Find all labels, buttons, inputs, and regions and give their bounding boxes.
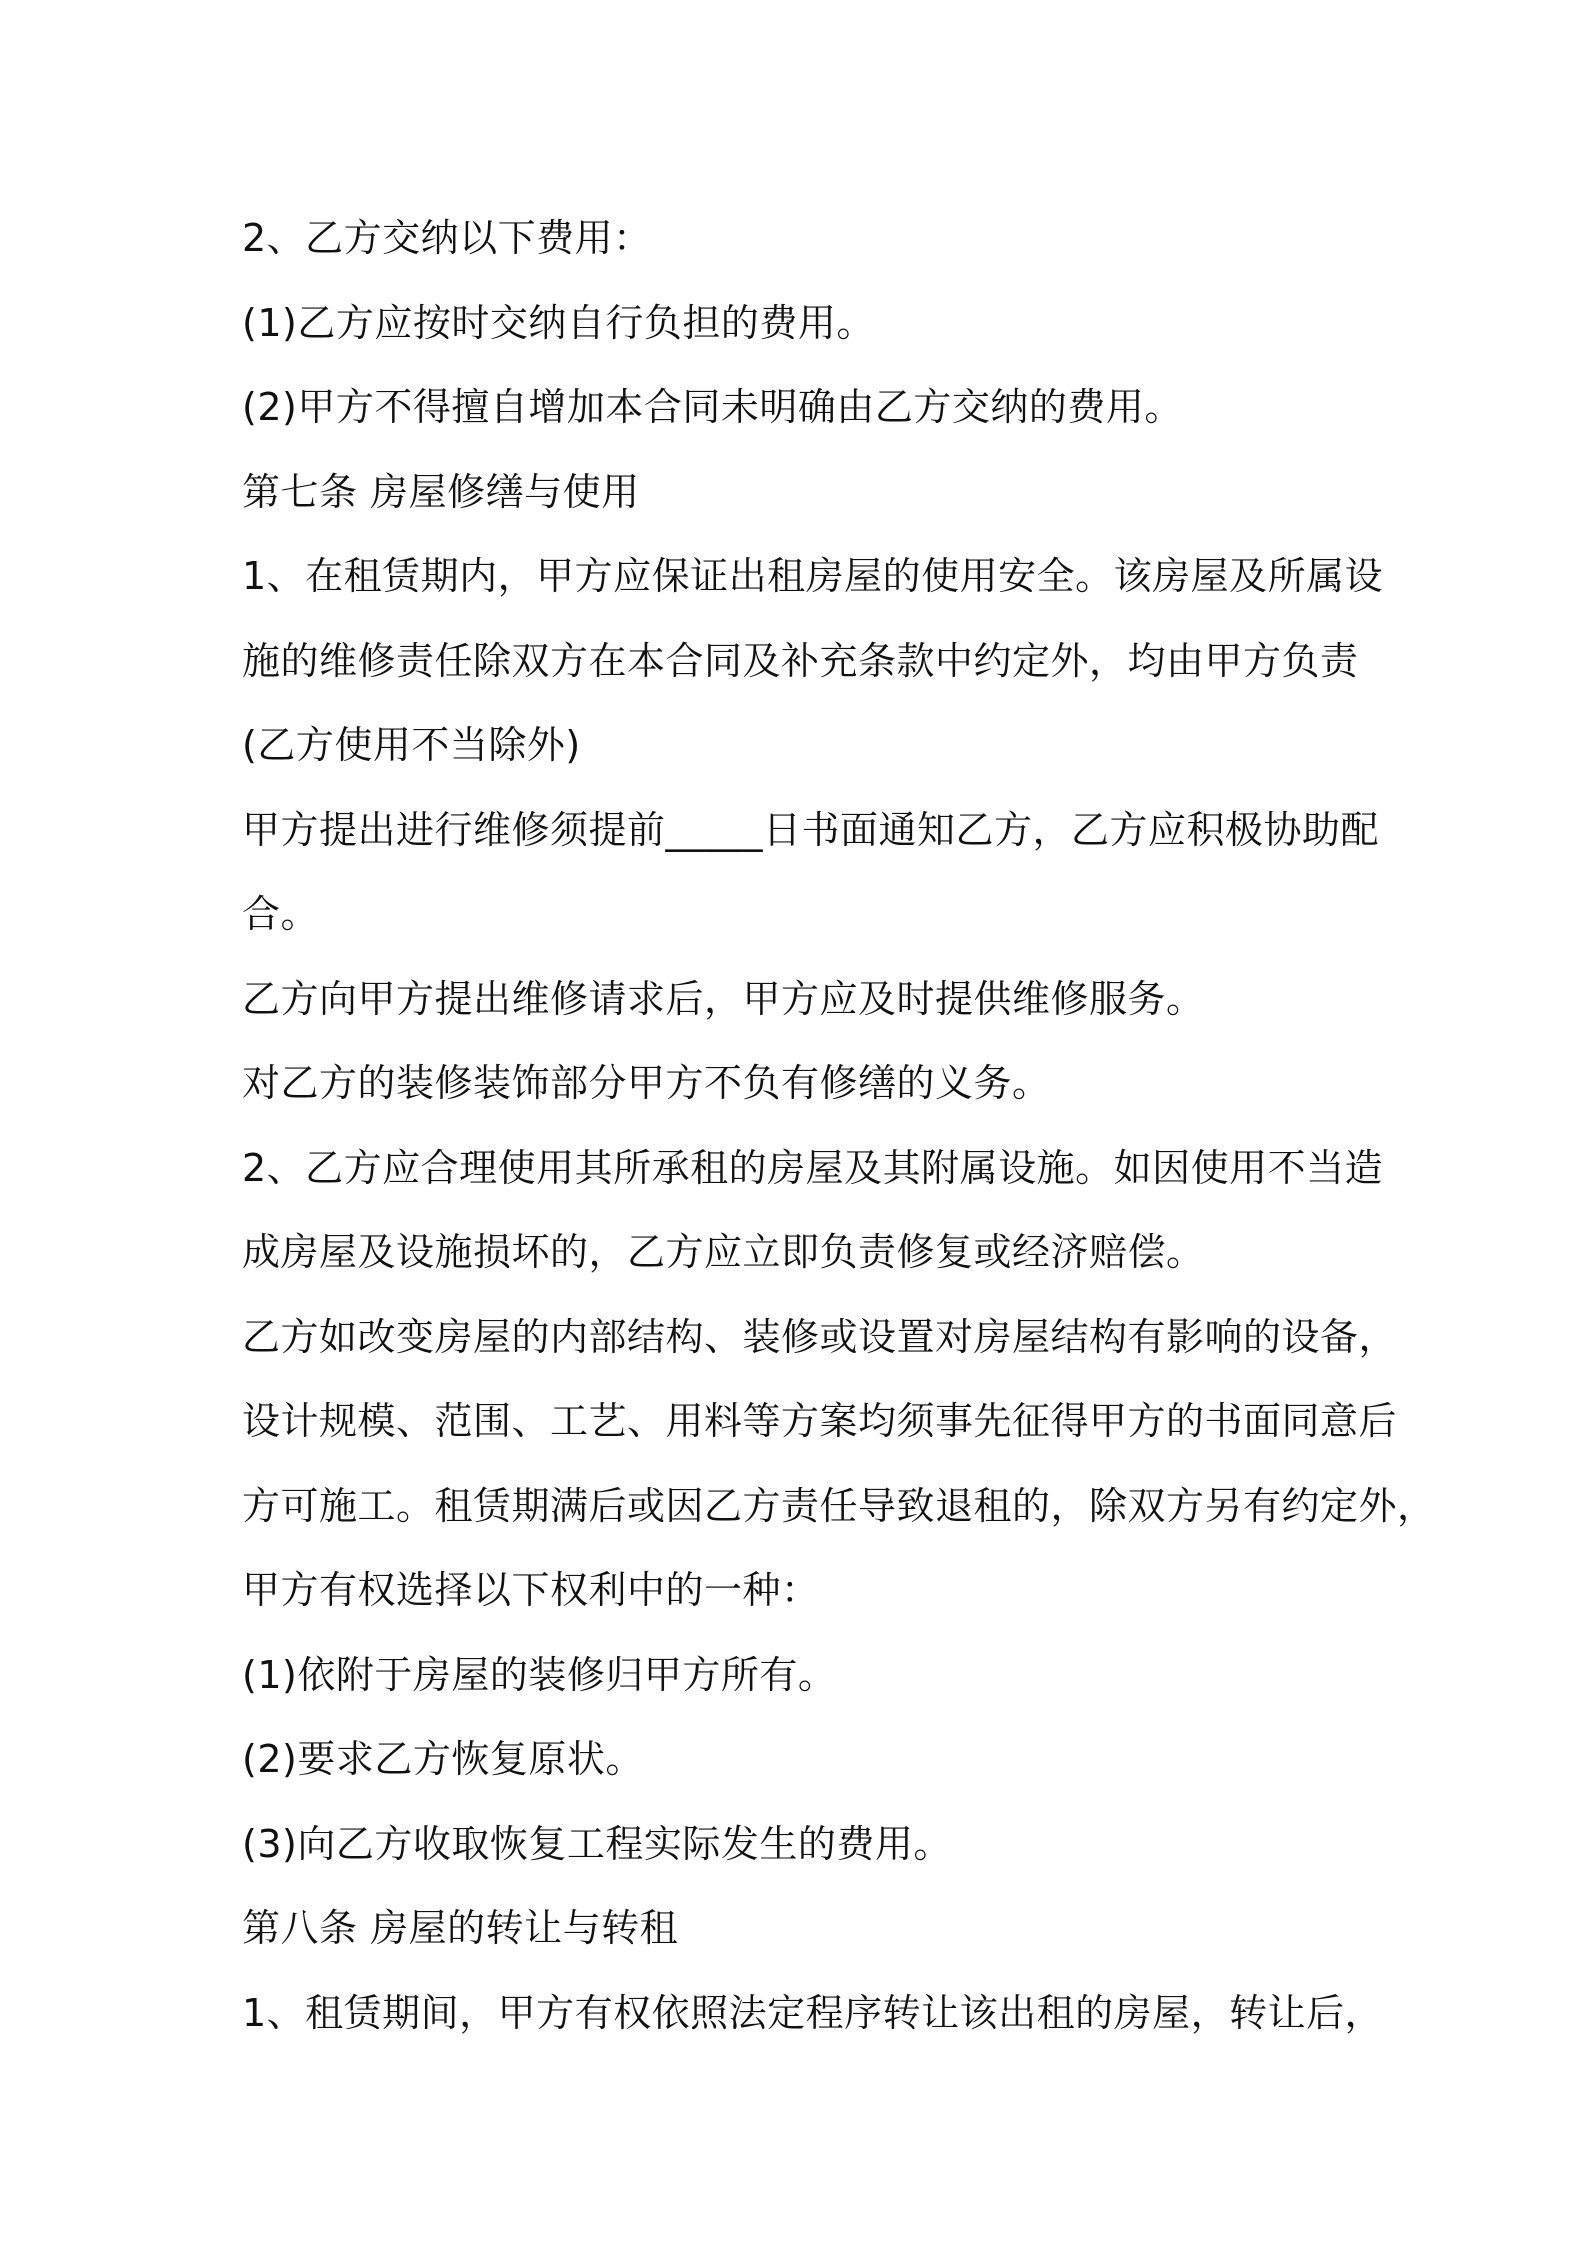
text-line: 施的维修责任除双方在本合同及补充条款中约定外，均由甲方负责 [242,638,1359,683]
text-line: 对乙方的装修装饰部分甲方不负有修缮的义务。 [242,1061,1051,1105]
text-line: 甲方提出进行维修须提前_____日书面通知乙方，乙方应积极协助配 [242,807,1380,852]
section-heading: 第八条 房屋的转让与转租 [242,1906,679,1950]
text-line: 设计规模、范围、工艺、用料等方案均须事先征得甲方的书面同意后 [242,1399,1398,1443]
text-line: (2)要求乙方恢复原状。 [242,1737,644,1781]
text-line: 2、乙方交纳以下费用： [242,216,652,260]
section-heading: 第七条 房屋修缮与使用 [242,469,640,514]
text-line: (乙方使用不当除外) [242,723,581,767]
text-line: (3)向乙方收取恢复工程实际发生的费用。 [242,1821,952,1866]
text-line: 方可施工。租赁期满后或因乙方责任导致退租的，除双方另有约定外， [242,1483,1436,1528]
text-line: 2、乙方应合理使用其所承租的房屋及其附属设施。如因使用不当造 [242,1145,1384,1190]
text-line: (1)乙方应按时交纳自行负担的费用。 [242,300,875,345]
text-line: 合。 [242,892,320,936]
text-line: 甲方有权选择以下权利中的一种： [242,1568,820,1612]
text-line: 乙方向甲方提出维修请求后，甲方应及时提供维修服务。 [242,976,1205,1021]
text-line: 乙方如改变房屋的内部结构、装修或设置对房屋结构有影响的设备， [242,1314,1398,1359]
text-line: 成房屋及设施损坏的，乙方应立即负责修复或经济赔偿。 [242,1230,1205,1274]
text-line: (1)依附于房屋的装修归甲方所有。 [242,1652,837,1697]
text-line: (2)甲方不得擅自增加本合同未明确由乙方交纳的费用。 [242,385,1183,429]
document-body [242,196,1436,2055]
text-line: 1、租赁期间，甲方有权依照法定程序转让该出租的房屋，转让后， [242,1990,1384,2035]
text-line: 1、在租赁期内，甲方应保证出租房屋的使用安全。该房屋及所属设 [242,554,1384,598]
